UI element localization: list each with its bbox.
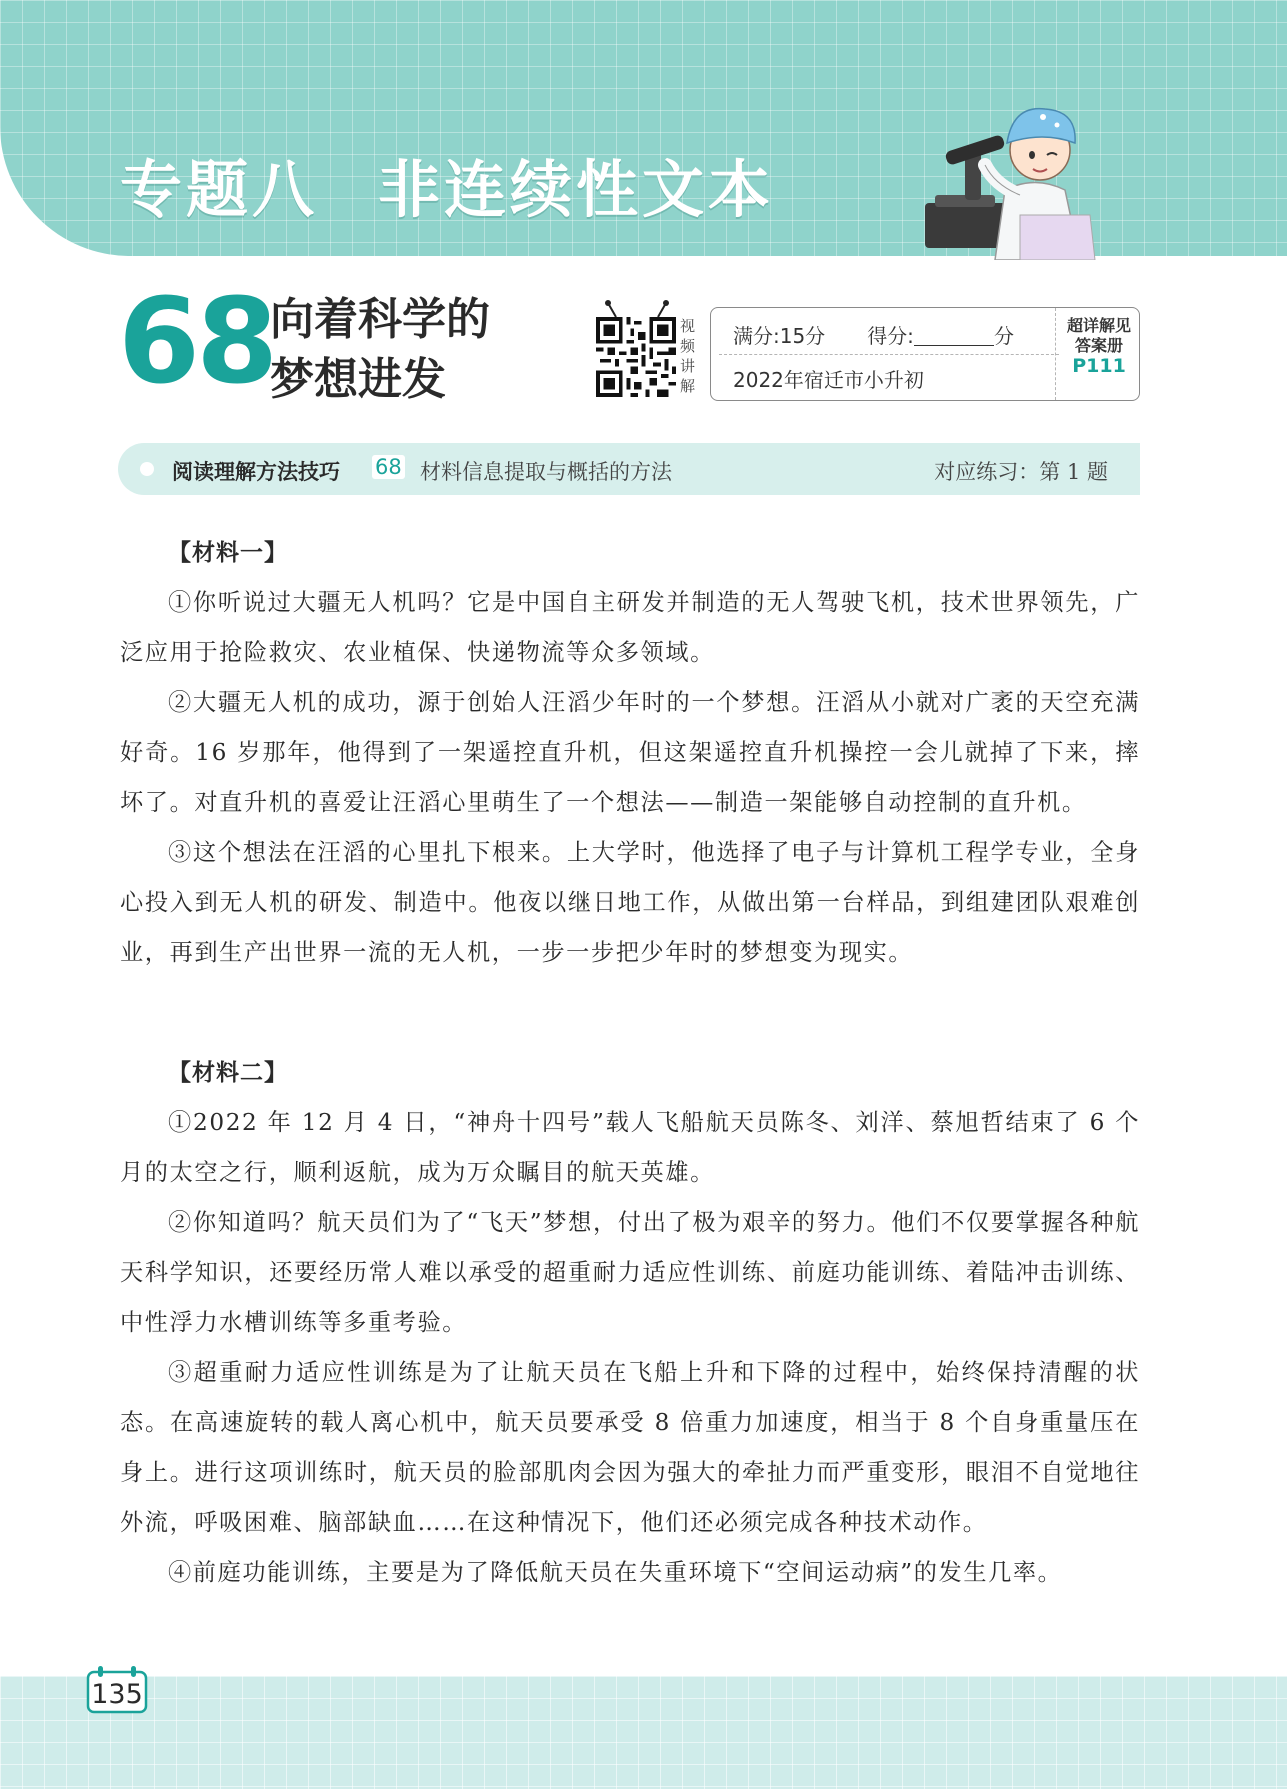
material-heading: 【材料二】 bbox=[168, 1060, 288, 1086]
answer-ref-page: P111 bbox=[1072, 355, 1126, 377]
material-two bbox=[120, 1048, 1140, 1598]
qr-antenna-icon bbox=[596, 299, 680, 319]
footer-band bbox=[0, 1676, 1287, 1789]
scientist-illustration bbox=[925, 95, 1135, 260]
got-score-unit: 分 bbox=[993, 324, 1014, 348]
method-label: 阅读理解方法技巧 bbox=[172, 460, 340, 484]
special-topic-title bbox=[120, 140, 774, 229]
paragraph: ③这个想法在汪滔的心里扎下根来。上大学时，他选择了电子与计算机工程学专业，全身心投入到无人机的研发、制造中。他夜以继日地工作，从做出第一台样品，到组建团队艰难创业，再到生产出世界一流的无人机，一步一步把少年时的梦想变为现实。 bbox=[120, 839, 1140, 966]
method-banner bbox=[118, 443, 1140, 495]
paragraph: ①2022 年 12 月 4 日，“神舟十四号”载人飞船航天员陈冬、刘洋、蔡旭哲结束了 6 个月的太空之行，顺利返航，成为万众瞩目的航天英雄。 bbox=[120, 1109, 1140, 1186]
paragraph: ④前庭功能训练，主要是为了降低航天员在失重环境下“空间运动病”的发生几率。 bbox=[168, 1559, 1063, 1586]
answer-ref-line1: 超详解见 bbox=[1066, 316, 1131, 335]
material-heading: 【材料一】 bbox=[168, 540, 288, 566]
special-topic-number: 专题八 bbox=[120, 153, 319, 226]
bullet-dot-icon bbox=[140, 462, 154, 476]
score-box bbox=[710, 307, 1140, 401]
qr-label-char: 讲 bbox=[680, 357, 696, 375]
got-score-label: 得分: bbox=[867, 324, 914, 348]
score-vertical-divider bbox=[1055, 308, 1056, 400]
answer-ref-line2: 答案册 bbox=[1074, 336, 1123, 355]
video-lecture-label bbox=[680, 316, 702, 396]
page-number: 135 bbox=[91, 1679, 143, 1710]
material-one bbox=[120, 528, 1140, 978]
score-row bbox=[733, 320, 1014, 349]
paragraph: ②大疆无人机的成功，源于创始人汪滔少年时的一个梦想。汪滔从小就对广袤的天空充满好奇。16 岁那年，他得到了一架遥控直升机，但这架遥控直升机操控一会儿就掉了下来，摔坏了。对直升机的喜爱让汪滔心里萌生了一个想法——制造一架能够自动控制的直升机。 bbox=[120, 689, 1140, 816]
special-topic-name: 非连续性文本 bbox=[378, 153, 775, 226]
full-score: 满分:15分 bbox=[733, 324, 826, 348]
qr-label-char: 解 bbox=[680, 377, 696, 395]
lesson-title bbox=[270, 290, 490, 410]
qr-label-char: 视 bbox=[680, 317, 696, 335]
lesson-title-line1: 向着科学的 bbox=[270, 294, 490, 345]
method-description: 材料信息提取与概括的方法 bbox=[420, 460, 672, 484]
video-qr[interactable] bbox=[596, 305, 678, 401]
exam-source: 2022年宿迁市小升初 bbox=[733, 368, 924, 392]
qr-label-char: 频 bbox=[680, 337, 696, 355]
score-divider bbox=[719, 354, 1059, 355]
method-number: 68 bbox=[372, 455, 405, 479]
paragraph: ②你知道吗？航天员们为了“飞天”梦想，付出了极为艰辛的努力。他们不仅要掌握各种航天科学知识，还要经历常人难以承受的超重耐力适应性训练、前庭功能训练、着陆冲击训练、中性浮力水槽训练等多重考验。 bbox=[120, 1209, 1140, 1336]
practice-reference: 对应练习：第 1 题 bbox=[934, 460, 1108, 484]
got-score-blank[interactable] bbox=[914, 327, 994, 346]
paragraph: ①你听说过大疆无人机吗？它是中国自主研发并制造的无人驾驶飞机，技术世界领先，广泛应用于抢险救灾、农业植保、快递物流等众多领域。 bbox=[120, 589, 1140, 666]
paragraph: ③超重耐力适应性训练是为了让航天员在飞船上升和下降的过程中，始终保持清醒的状态。在高速旋转的载人离心机中，航天员要承受 8 倍重力加速度，相当于 8 个自身重量压在身上。进行这项训练时，航天员的脸部肌肉会因为强大的牵扯力而严重变形，眼泪不自觉地往外流，呼吸困难、脑部缺血……在这种情况下，他们还必须完成各种技术动作。 bbox=[120, 1359, 1140, 1536]
answer-reference bbox=[1059, 316, 1139, 376]
lesson-title-line2: 梦想进发 bbox=[270, 354, 446, 405]
qr-code-icon bbox=[596, 317, 676, 397]
lesson-number: 68 bbox=[118, 272, 275, 410]
